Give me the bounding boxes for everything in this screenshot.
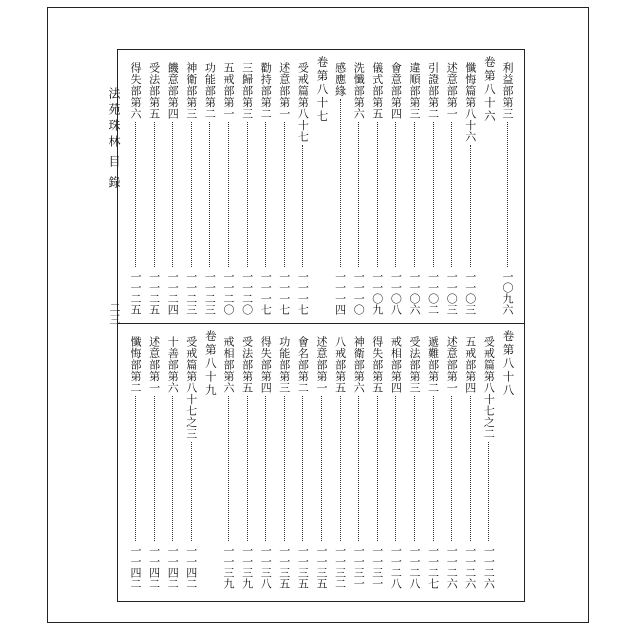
toc-entry-title: 八戒部第五 bbox=[333, 336, 347, 394]
toc-entry-page: 一一三八 bbox=[259, 545, 273, 590]
toc-entry-page: 一一三一 bbox=[352, 545, 366, 590]
volume-heading: 卷第八十九 bbox=[203, 330, 218, 398]
toc-entry-page: 一一二八 bbox=[408, 545, 421, 590]
dot-leader bbox=[209, 122, 210, 267]
toc-entry-title: 洗懺部第六 bbox=[352, 62, 366, 120]
dot-leader bbox=[358, 122, 359, 267]
dot-leader bbox=[414, 396, 415, 541]
toc-entry-page: 一一二七 bbox=[426, 545, 440, 590]
dot-leader bbox=[265, 122, 266, 267]
dot-leader bbox=[228, 122, 229, 267]
dot-leader bbox=[340, 396, 341, 541]
toc-entry-title: 受法部第五 bbox=[147, 62, 161, 120]
toc-entry-title: 勸持部第二 bbox=[259, 62, 273, 120]
toc-entry-title: 功能部第二 bbox=[203, 62, 217, 120]
dot-leader bbox=[191, 122, 192, 267]
dot-leader bbox=[488, 442, 489, 541]
toc-entry-title: 神衛部第六 bbox=[352, 336, 366, 394]
dot-leader bbox=[302, 145, 303, 267]
toc-entry-page: 一一二六 bbox=[482, 545, 496, 590]
toc-entry-title: 懺悔篇第八十六 bbox=[463, 62, 477, 143]
dot-leader bbox=[154, 396, 155, 541]
section-divider bbox=[117, 323, 525, 324]
dot-leader bbox=[451, 396, 452, 541]
toc-entry-page: 一一三五 bbox=[296, 545, 310, 590]
dot-leader bbox=[433, 122, 434, 267]
toc-entry-page: 一一三一 bbox=[370, 545, 384, 590]
toc-entry-page: 一一一七 bbox=[296, 271, 310, 316]
dot-leader bbox=[395, 122, 396, 267]
toc-entry-page: 一一二八 bbox=[389, 545, 403, 590]
toc-entry-page: 一一三五 bbox=[277, 545, 291, 590]
toc-entry-title: 儀式部第五 bbox=[370, 62, 384, 120]
toc-entry-page: 一一二三 bbox=[203, 271, 217, 316]
toc-entry-page: 一一四二 bbox=[184, 545, 198, 590]
toc-entry-title: 得失部第五 bbox=[370, 336, 384, 394]
dot-leader bbox=[191, 442, 192, 541]
dot-leader bbox=[433, 396, 434, 541]
toc-entry-page: 一一一七 bbox=[259, 271, 273, 316]
toc-entry-page: 一一四二 bbox=[147, 545, 161, 590]
dot-leader bbox=[284, 122, 285, 267]
toc-entry-title: 懺悔部第二 bbox=[129, 336, 142, 394]
toc-entry-title: 感應緣 bbox=[333, 62, 347, 97]
toc-entry-page: 一一三二 bbox=[333, 545, 347, 590]
toc-entry-page: 一一三九 bbox=[222, 545, 235, 590]
toc-entry-page: 一一三九 bbox=[240, 545, 254, 590]
toc-entry-page: 一一〇三 bbox=[445, 271, 459, 316]
section-label: 目錄 bbox=[107, 155, 121, 197]
dot-leader bbox=[172, 122, 173, 267]
toc-entry-title: 述意部第一 bbox=[445, 336, 459, 394]
dot-leader bbox=[154, 122, 155, 267]
toc-entry-title: 受戒篇第八十七之二 bbox=[482, 336, 496, 440]
toc-entry-title: 受法部第三 bbox=[408, 336, 421, 394]
dot-leader bbox=[451, 122, 452, 267]
toc-entry-page: 一一〇九 bbox=[370, 271, 384, 316]
toc-entry-title: 述意部第一 bbox=[147, 336, 161, 394]
toc-entry-title: 述意部第一 bbox=[315, 336, 328, 394]
toc-entry-page: 一一四二 bbox=[129, 545, 142, 590]
toc-entry-title: 述意部第一 bbox=[445, 62, 459, 120]
dot-leader bbox=[395, 396, 396, 541]
toc-entry-title: 得失部第六 bbox=[129, 62, 142, 120]
toc-entry-title: 受法部第五 bbox=[240, 336, 254, 394]
volume-heading: 卷第八十六 bbox=[482, 56, 497, 124]
dot-leader bbox=[247, 122, 248, 267]
toc-entry-title: 會名部第二 bbox=[296, 336, 310, 394]
dot-leader bbox=[135, 122, 136, 267]
toc-entry-title: 述意部第一 bbox=[277, 62, 291, 120]
toc-entry-page: 一一〇三 bbox=[463, 271, 477, 316]
dot-leader bbox=[414, 122, 415, 267]
dot-leader bbox=[247, 396, 248, 541]
volume-heading: 卷第八十七 bbox=[315, 56, 330, 124]
toc-entry-title: 會意部第四 bbox=[389, 62, 403, 120]
toc-entry-page: 一一〇二 bbox=[426, 271, 440, 316]
dot-leader bbox=[284, 396, 285, 541]
dot-leader bbox=[265, 396, 266, 541]
toc-entry-title: 三歸部第三 bbox=[240, 62, 254, 120]
toc-entry-title: 五戒部第一 bbox=[222, 62, 235, 120]
book-title: 法苑珠林 bbox=[107, 87, 121, 151]
toc-entry-page: 一一〇八 bbox=[389, 271, 403, 316]
dot-leader bbox=[228, 396, 229, 541]
toc-entry-page: 一一二〇 bbox=[222, 271, 235, 316]
toc-entry-title: 十善部第六 bbox=[166, 336, 180, 394]
toc-entry-title: 得失部第四 bbox=[259, 336, 273, 394]
toc-entry-page: 一一三五 bbox=[315, 545, 328, 590]
toc-entry-title: 功能部第三 bbox=[277, 336, 291, 394]
toc-entry-title: 違順部第三 bbox=[408, 62, 421, 120]
dot-leader bbox=[340, 99, 341, 267]
dot-leader bbox=[321, 396, 322, 541]
toc-entry-page: 一〇九六 bbox=[501, 271, 514, 316]
toc-entry-title: 引證部第二 bbox=[426, 62, 440, 120]
dot-leader bbox=[507, 122, 508, 267]
dot-leader bbox=[470, 396, 471, 541]
dot-leader bbox=[302, 396, 303, 541]
toc-entry-page: 一一一七 bbox=[277, 271, 291, 316]
toc-entry-page: 一一四二 bbox=[166, 545, 180, 590]
dot-leader bbox=[377, 396, 378, 541]
volume-heading: 卷第八十八 bbox=[501, 330, 516, 398]
toc-entry-title: 利益部第三 bbox=[501, 62, 514, 120]
dot-leader bbox=[470, 145, 471, 267]
dot-leader bbox=[135, 396, 136, 541]
toc-entry-title: 饑意部第四 bbox=[166, 62, 180, 120]
toc-entry-page: 一一一四 bbox=[333, 271, 347, 316]
toc-entry-title: 戒相部第四 bbox=[389, 336, 403, 394]
dot-leader bbox=[358, 396, 359, 541]
toc-entry-page: 一一二六 bbox=[445, 545, 459, 590]
dot-leader bbox=[377, 122, 378, 267]
toc-entry-page: 一一一〇 bbox=[352, 271, 366, 316]
toc-entry-page: 一一〇六 bbox=[408, 271, 421, 316]
page-number: 二三 bbox=[108, 302, 121, 325]
toc-entry-title: 戒相部第六 bbox=[222, 336, 235, 394]
toc-entry-page: 一一二六 bbox=[463, 545, 477, 590]
toc-entry-title: 神衛部第三 bbox=[184, 62, 198, 120]
toc-entry-title: 受戒篇第八十七 bbox=[296, 62, 310, 143]
toc-entry-page: 一一二五 bbox=[147, 271, 161, 316]
toc-entry-page: 一一二〇 bbox=[240, 271, 254, 316]
toc-entry-page: 一一二四 bbox=[166, 271, 180, 316]
toc-entry-page: 一一二三 bbox=[184, 271, 198, 316]
toc-entry-title: 遞難部第二 bbox=[426, 336, 440, 394]
toc-entry-title: 五戒部第四 bbox=[463, 336, 477, 394]
dot-leader bbox=[172, 396, 173, 541]
toc-entry-title: 受戒篇第八十七之三 bbox=[184, 336, 198, 440]
toc-entry-page: 一一二五 bbox=[129, 271, 142, 316]
